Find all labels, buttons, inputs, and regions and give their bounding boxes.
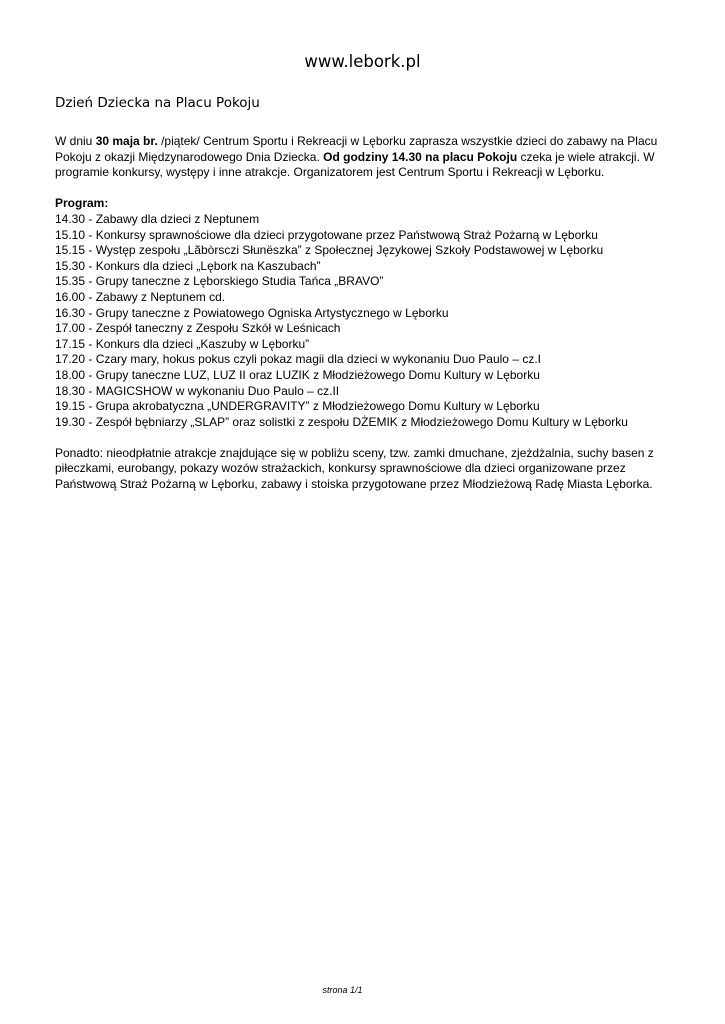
program-item: 15.30 - Konkurs dla dzieci „Lębork na Kaszubach” <box>55 258 321 273</box>
program-section <box>55 196 680 430</box>
program-list <box>55 212 680 430</box>
program-item: 15.15 - Występ zespołu „Lãbòrsczi Słunëszka” z Społecznej Językowej Szkoły Podstawowej w Lęborku <box>55 243 604 258</box>
program-item: 15.35 - Grupy taneczne z Lęborskiego Studia Tańca „BRAVO” <box>55 274 384 289</box>
site-header: www.lebork.pl <box>304 52 421 71</box>
event-date: 30 maja br. <box>95 134 158 148</box>
document-body <box>55 134 680 493</box>
program-item: 17.15 - Konkurs dla dzieci „Kaszuby w Lęborku” <box>55 336 310 351</box>
program-item: 16.30 - Grupy taneczne z Powiatowego Ogniska Artystycznego w Lęborku <box>55 305 449 320</box>
program-item: 17.20 - Czary mary, hokus pokus czyli pokaz magii dla dzieci w wykonaniu Duo Paulo – cz.I <box>55 352 541 367</box>
intro-text-middle: /piątek/ Centrum Sportu i Rekreacji w Lęborku zaprasza wszystkie dzieci do zabawy na Placu Pokoju z okazji Międzynarodowego Dnia Dziecka. <box>55 134 658 164</box>
program-item: 18.30 - MAGICSHOW w wykonaniu Duo Paulo – cz.II <box>55 383 340 398</box>
program-item: 16.00 - Zabawy z Neptunem cd. <box>55 289 226 304</box>
program-item: 15.10 - Konkursy sprawnościowe dla dzieci przygotowane przez Państwową Straż Pożarną w Lęborku <box>55 227 598 242</box>
program-heading: Program: <box>55 196 109 211</box>
additional-attractions-paragraph: Ponadto: nieodpłatnie atrakcje znajdujące się w pobliżu sceny, tzw. zamki dmuchane, zjeżdżalnia, suchy basen z piłeczkami, eurobangy, pokazy wozów strażackich, konkursy sprawnościowe dla dzieci organizowane przez Państwową Straż Pożarną w Lęborku, zabawy i stoiska przygotowane przez Młodzieżową Radę Miasta Lęborka. <box>55 445 654 492</box>
program-item: 14.30 - Zabawy dla dzieci z Neptunem <box>55 211 260 226</box>
program-item: 19.15 - Grupa akrobatyczna „UNDERGRAVITY” z Młodzieżowego Domu Kultury w Lęborku <box>55 399 540 414</box>
page-number: strona 1/1 <box>322 985 363 995</box>
program-item: 19.30 - Zespół bębniarzy „SLAP” oraz solistki z zespołu DŻEMIK z Młodzieżowego Domu Kultury w Lęborku <box>55 414 628 429</box>
program-item: 18.00 - Grupy taneczne LUZ, LUZ II oraz LUZIK z Młodzieżowego Domu Kultury w Lęborku <box>55 367 540 382</box>
intro-text-end: czeka je wiele atrakcji. W programie konkursy, występy i inne atrakcje. Organizatorem jest Centrum Sportu i Rekreacji w Lęborku. <box>55 149 655 180</box>
event-start-time: Od godziny 14.30 na placu Pokoju <box>323 149 518 164</box>
intro-paragraph <box>55 134 680 181</box>
page-title: Dzień Dziecka na Placu Pokoju <box>55 95 260 111</box>
program-item: 17.00 - Zespół taneczny z Zespołu Szkół w Leśnicach <box>55 321 341 336</box>
intro-text-start: W dniu <box>55 134 96 148</box>
